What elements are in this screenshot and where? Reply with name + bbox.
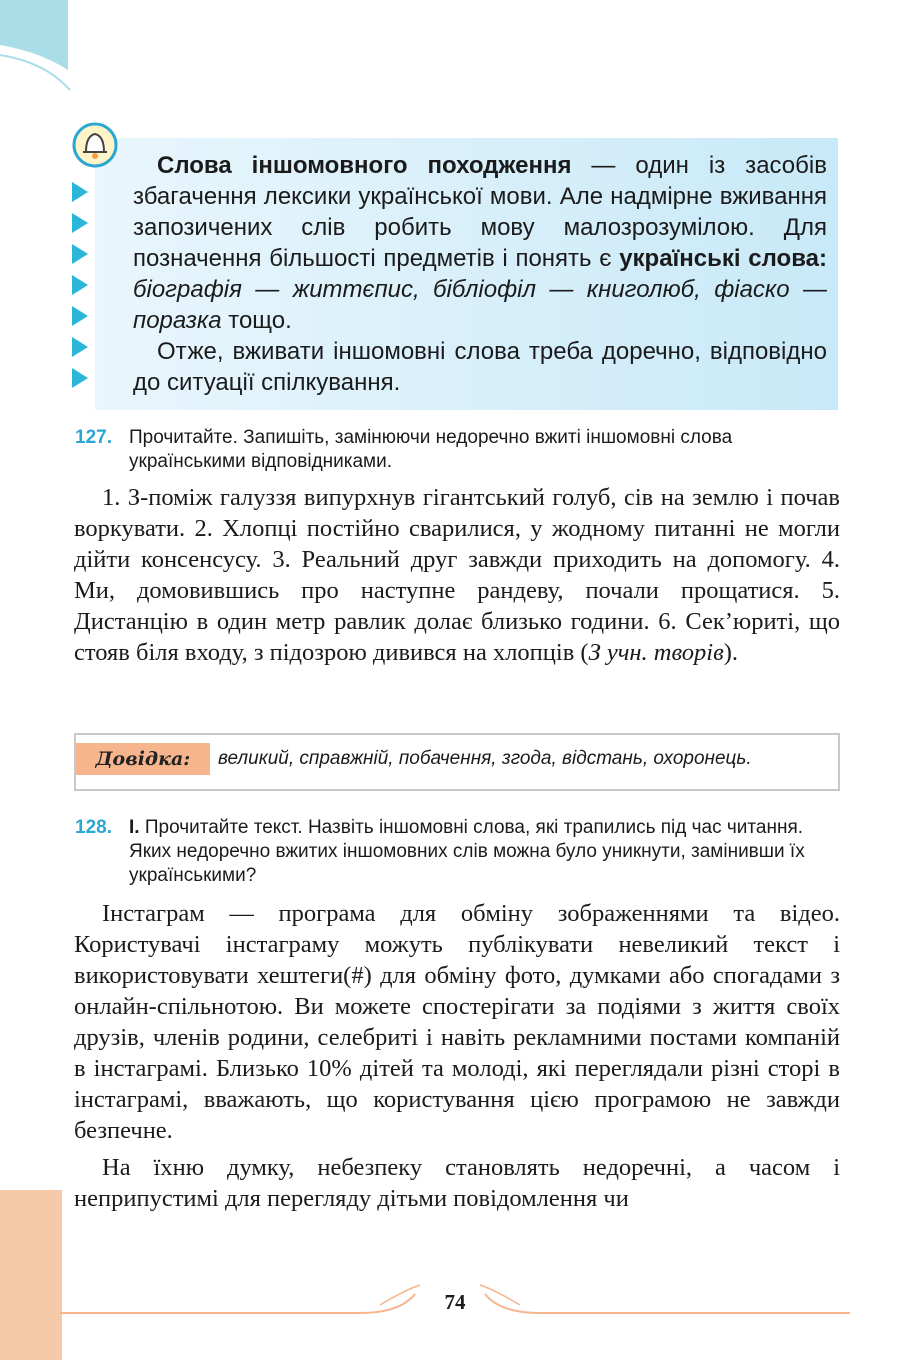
rule-term: Слова іншомовного походження bbox=[157, 152, 572, 179]
triangle-arrow-icon bbox=[72, 306, 88, 326]
page-number: 74 bbox=[444, 1290, 466, 1314]
reference-label: Довідка: bbox=[76, 743, 210, 775]
rule-text bbox=[133, 150, 827, 398]
corner-decoration bbox=[0, 0, 140, 100]
task-number: 128. bbox=[75, 817, 112, 838]
rule-text-end: тощо. bbox=[221, 307, 292, 334]
text-paragraph-1: Інстаграм — програма для обміну зображеннями та відео. Користувачі інстаграму можуть публікувати невеликий текст і використовувати хештеги(#) для обміну фото, думками або спогадами з онлайн-спільнотою. Ви можете спостерігати за подіями з життя своїх друзів, членів родини, селебриті і навіть рекламними постами компаній в інстаграмі. Близько 10% дітей та молоді, які переглядали різні сторі в інстаграмі, вважають, що користування цією програмою не завжди безпечне. bbox=[74, 900, 840, 1144]
triangle-arrow-icon bbox=[72, 337, 88, 357]
side-color-bar bbox=[0, 1190, 62, 1360]
task-128 bbox=[75, 816, 840, 888]
task-127-text bbox=[74, 482, 840, 668]
text-paragraph-2: На їхню думку, небезпеку становлять недоречні, а часом і неприпустимі для перегляду дітьми повідомлення чи bbox=[74, 1154, 840, 1212]
triangle-arrow-icon bbox=[72, 244, 88, 264]
triangle-arrow-icon bbox=[72, 213, 88, 233]
rule-examples: біографія — життєпис, бібліофіл — книголюб, фіаско — поразка bbox=[133, 276, 827, 334]
exercise-sentences: 1. З-поміж галуззя випурхнув гігантський голуб, сів на землю і почав воркувати. 2. Хлопці постійно сварилися, у жодному питанні не могли дійти консенсусу. 3. Реальний друг завжди приходить на допомогу. 4. Ми, домовившись про наступне рандеву, почали прощатися. 5. Дистанцію в один метр равлик долає близько години. 6. Сек’юриті, що стояв біля входу, з підозрою дивився на хлопців ( bbox=[74, 484, 840, 666]
task-instruction-text: Прочитайте текст. Назвіть іншомовні слова, які трапились під час читання. Яких недоречно вжитих іншомовних слів можна було уникнути, замінивши їх українськими? bbox=[129, 817, 805, 886]
exercise-paragraph bbox=[74, 482, 840, 668]
bell-icon bbox=[72, 122, 118, 168]
reference-box bbox=[74, 733, 840, 791]
decorative-arrows bbox=[72, 182, 94, 399]
task-instruction: Прочитайте. Запишіть, замінюючи недоречно вжиті іншомовні слова українськими відповідниками. bbox=[129, 427, 733, 472]
triangle-arrow-icon bbox=[72, 275, 88, 295]
exercise-source: З учн. творів bbox=[588, 639, 724, 666]
exercise-end: ). bbox=[723, 639, 739, 666]
task-127 bbox=[75, 426, 840, 474]
rule-term-2: українські слова: bbox=[619, 245, 827, 272]
task-128-text bbox=[74, 898, 840, 1214]
task-number: 127. bbox=[75, 427, 112, 448]
rule-paragraph-1 bbox=[133, 150, 827, 336]
triangle-arrow-icon bbox=[72, 182, 88, 202]
rule-paragraph-2: Отже, вживати іншомовні слова треба доречно, відповідно до ситуації спілкування. bbox=[133, 338, 827, 396]
reference-words: великий, справжній, побачення, згода, відстань, охоронець. bbox=[218, 748, 752, 769]
task-part: І. bbox=[129, 817, 140, 838]
rule-text-part: — один із засобів збагачення лексики української мови. Але надмірне вживання запозичених слів робить мову малозрозумілою. Для позначення більшості предметів і понять є bbox=[133, 152, 827, 272]
task-instruction bbox=[129, 816, 840, 888]
triangle-arrow-icon bbox=[72, 368, 88, 388]
